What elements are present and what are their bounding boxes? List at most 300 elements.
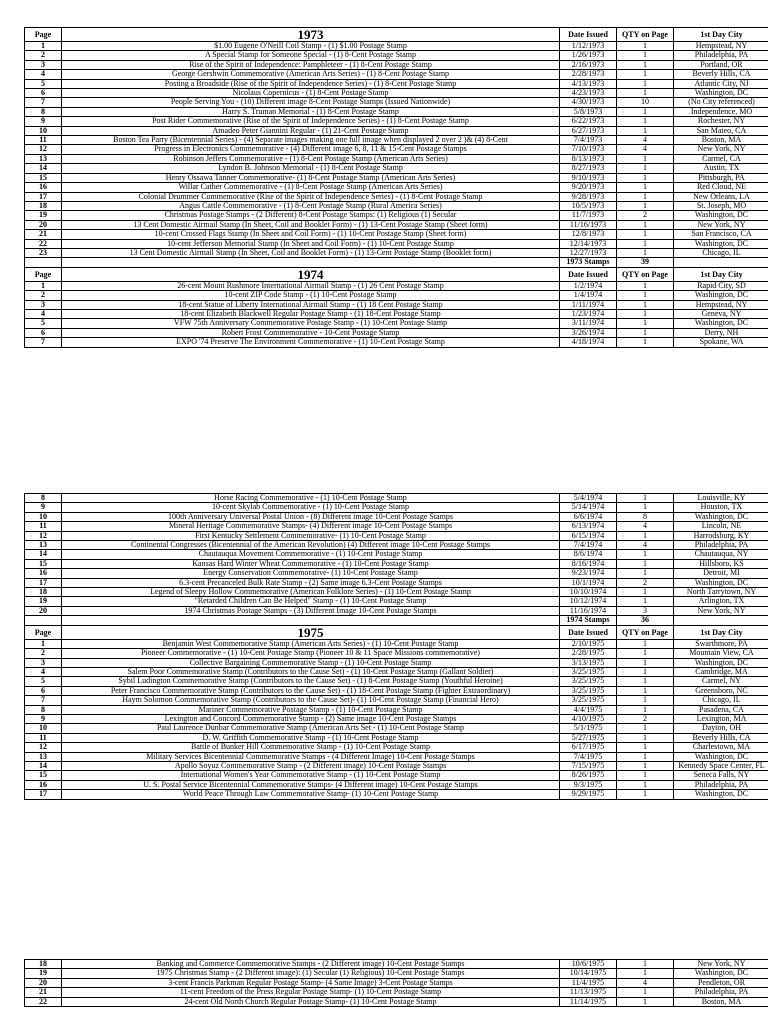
table-row (25, 319, 768, 328)
first-day-city: Washington, DC (674, 790, 768, 799)
page-number: 21 (25, 230, 62, 239)
table-row (25, 291, 768, 300)
table-row (25, 192, 768, 201)
date-issued: 9/3/1975 (560, 780, 617, 789)
total-value: 36 (617, 616, 674, 625)
first-day-city: Swarthmore, PA (674, 639, 768, 648)
date-issued: 11/4/1975 (560, 978, 617, 987)
date-issued: 3/13/1975 (560, 658, 617, 667)
table-row (25, 230, 768, 239)
table-row (25, 183, 768, 192)
date-issued: 3/25/1975 (560, 686, 617, 695)
stamp-description: Progress in Electronics Commemorative - (4) Different image 6, 8, 11 & 15-Cent Postage Stamps (62, 145, 560, 154)
date-issued: 1/2/1974 (560, 281, 617, 290)
stamp-description: Post Rider Commemorative (Rise of the Spirit of Independence Series) - (1) 8-Cent Postage Stamp (62, 117, 560, 126)
page-number: 2 (25, 291, 62, 300)
stamp-description: Continental Congresses (Bicentennial of the American Revolution) (4) Different image 10-Cent Postage Stamps (62, 541, 560, 550)
first-day-city: New York, NY (674, 606, 768, 615)
qty-on-page: 1 (617, 192, 674, 201)
page-number: 16 (25, 183, 62, 192)
first-day-city: New Orleans, LA (674, 192, 768, 201)
page-number: 4 (25, 70, 62, 79)
qty-on-page: 1 (617, 230, 674, 239)
col-header-city: 1st Day City (674, 28, 768, 42)
date-issued: 10/6/1975 (560, 960, 617, 969)
first-day-city: Independence, MO (674, 107, 768, 116)
date-issued: 8/26/1975 (560, 771, 617, 780)
table-row (25, 960, 768, 969)
first-day-city: San Mateo, CA (674, 126, 768, 135)
page-number: 21 (25, 988, 62, 997)
stamp-table-1975-cont (24, 959, 768, 1007)
total-empty-city (674, 616, 768, 625)
date-issued: 11/14/1975 (560, 997, 617, 1006)
table-row (25, 978, 768, 987)
table-row (25, 677, 768, 686)
first-day-city: Charlestown, MA (674, 743, 768, 752)
qty-on-page: 1 (617, 79, 674, 88)
date-issued: 9/23/1974 (560, 569, 617, 578)
first-day-city: Greensboro, NC (674, 686, 768, 695)
first-day-city: Washington, DC (674, 578, 768, 587)
table-block-1 (24, 27, 755, 348)
qty-on-page: 1 (617, 761, 674, 770)
table-row (25, 733, 768, 742)
stamp-description: 26-cent Mount Rushmore International Airmail Stamp - (1) 26 Cent Postage Stamp (62, 281, 560, 290)
first-day-city: Austin, TX (674, 164, 768, 173)
stamp-description: A Special Stamp for Someone Special - (1) 8-Cent Postage Stamp (62, 51, 560, 60)
table-row (25, 79, 768, 88)
stamp-description: Boston Tea Party (Bicentennial Series) - (4) Separate images making one full image when displayed 2 over 2 )& (4) 8-Cent (62, 136, 560, 145)
page-number: 6 (25, 89, 62, 98)
col-header-date: Date Issued (560, 28, 617, 42)
first-day-city: Hempstead, NY (674, 300, 768, 309)
stamp-description: Henry Ossawa Tanner Commemorative- (1) 8-Cent Postage Stamp (American Arts Series) (62, 173, 560, 182)
stamp-description: Amadeo Peter Giannini Regular - (1) 21-Cent Postage Stamp (62, 126, 560, 135)
first-day-city: Dayton, OH (674, 724, 768, 733)
stamp-description: Lexington and Concord Commemorative Stamp - (2) Same image 10-Cent Postage Stamps (62, 714, 560, 723)
stamp-description: Pioneer Commemorative - (1) 10-Cent Postage Stamp (Pioneer 10 & 11 Space Missions commemorative) (62, 649, 560, 658)
date-issued: 11/16/1973 (560, 220, 617, 229)
date-issued: 1/4/1974 (560, 291, 617, 300)
first-day-city: Derry, NH (674, 328, 768, 337)
table-row (25, 752, 768, 761)
page-number: 18 (25, 201, 62, 210)
first-day-city: Hillsboro, KS (674, 559, 768, 568)
qty-on-page: 1 (617, 960, 674, 969)
first-day-city: Washington, DC (674, 291, 768, 300)
date-issued: 10/14/1975 (560, 969, 617, 978)
page-number: 20 (25, 978, 62, 987)
page-number: 13 (25, 154, 62, 163)
table-row (25, 988, 768, 997)
qty-on-page: 1 (617, 677, 674, 686)
stamp-description: Apollo Soyuz Commemorative Stamp - (2 Different image) 10-Cent Postage Stamps (62, 761, 560, 770)
date-issued: 5/27/1975 (560, 733, 617, 742)
page-number: 15 (25, 173, 62, 182)
first-day-city: Pasadena, CA (674, 705, 768, 714)
first-day-city: Rapid City, SD (674, 281, 768, 290)
qty-on-page: 4 (617, 522, 674, 531)
qty-on-page: 1 (617, 559, 674, 568)
first-day-city: Arlington, TX (674, 597, 768, 606)
stamp-description: People Serving You - (10) Different image 8-Cent Postage Stamps (Issued Nationwide) (62, 98, 560, 107)
page-number: 19 (25, 969, 62, 978)
table-row (25, 714, 768, 723)
date-issued: 12/27/1973 (560, 248, 617, 257)
date-issued: 3/25/1975 (560, 696, 617, 705)
qty-on-page: 1 (617, 639, 674, 648)
qty-on-page: 1 (617, 696, 674, 705)
table-row (25, 201, 768, 210)
first-day-city: Kennedy Space Center, FL (674, 761, 768, 770)
page-number: 8 (25, 705, 62, 714)
header-row (25, 28, 768, 42)
stamp-description: Angus Cattle Commemorative - (1) 8-Cent Postage Stamp (Rural America Series) (62, 201, 560, 210)
qty-on-page: 1 (617, 117, 674, 126)
table-row (25, 724, 768, 733)
date-issued: 4/30/1973 (560, 98, 617, 107)
qty-on-page: 1 (617, 107, 674, 116)
total-value: 39 (617, 258, 674, 267)
table-row (25, 89, 768, 98)
date-issued: 5/8/1973 (560, 107, 617, 116)
stamp-description: Lyndon B. Johnson Memorial - (1) 8-Cent Postage Stamp (62, 164, 560, 173)
qty-on-page: 1 (617, 309, 674, 318)
first-day-city: North Tarrytown, NY (674, 588, 768, 597)
stamp-description: Horse Racing Commemorative - (1) 10-Cent Postage Stamp (62, 494, 560, 503)
date-issued: 8/13/1973 (560, 154, 617, 163)
stamp-description: 1974 Christmas Postage Stamps - (3) Different Image 10-Cent Postage Stamps (62, 606, 560, 615)
page-number: 14 (25, 761, 62, 770)
first-day-city: Washington, DC (674, 89, 768, 98)
qty-on-page: 1 (617, 503, 674, 512)
first-day-city: Philadelphia, PA (674, 988, 768, 997)
date-issued: 10/5/1973 (560, 201, 617, 210)
table-row (25, 328, 768, 337)
first-day-city: Washington, DC (674, 512, 768, 521)
page-number: 6 (25, 328, 62, 337)
first-day-city: Philadelphia, PA (674, 780, 768, 789)
header-row (25, 625, 768, 639)
date-issued: 2/10/1975 (560, 639, 617, 648)
table-row (25, 639, 768, 648)
page-number: 13 (25, 541, 62, 550)
stamp-description: 18-cent Elizabeth Blackwell Regular Postage Stamp - (1) 18-Cent Postage Stamp (62, 309, 560, 318)
qty-on-page: 1 (617, 550, 674, 559)
stamp-description: 13 Cent Domestic Airmail Stamp (In Sheet, Coil and Booklet Form) - (1) 13-Cent Postage Stamp (Sheet form) (62, 220, 560, 229)
table-row (25, 60, 768, 69)
date-issued: 6/15/1974 (560, 531, 617, 540)
date-issued: 9/28/1973 (560, 192, 617, 201)
table-row (25, 70, 768, 79)
stamp-table-1973 (24, 27, 768, 348)
table-row (25, 588, 768, 597)
col-header-date: Date Issued (560, 625, 617, 639)
table-row (25, 997, 768, 1006)
qty-on-page: 1 (617, 667, 674, 676)
stamp-description: Robinson Jeffers Commemorative - (1) 8-Cent Postage Stamp (American Arts Series) (62, 154, 560, 163)
first-day-city: Lincoln, NE (674, 522, 768, 531)
page-number: 16 (25, 569, 62, 578)
page-number: 17 (25, 192, 62, 201)
table-row (25, 281, 768, 290)
table-row (25, 136, 768, 145)
stamp-description: 11-cent Freedom of the Press Regular Postage Stamp- (1) 10-Cent Postage Stamp (62, 988, 560, 997)
table-row (25, 173, 768, 182)
first-day-city: Washington, DC (674, 658, 768, 667)
qty-on-page: 3 (617, 606, 674, 615)
page-number: 5 (25, 677, 62, 686)
first-day-city: Beverly Hills, CA (674, 70, 768, 79)
stamp-description: EXPO '74 Preserve The Environment Commemorative - (1) 10-Cent Postage Stamp (62, 338, 560, 347)
page-number: 10 (25, 126, 62, 135)
qty-on-page: 2 (617, 714, 674, 723)
stamp-description: Military Services Bicentennial Commemorative Stamps - (4 Different Image) 10-Cent Postage Stamps (62, 752, 560, 761)
qty-on-page: 1 (617, 248, 674, 257)
stamp-description: Banking and Commerce Commemorative Stamps - (2 Different image) 10-Cent Postage Stamps (62, 960, 560, 969)
page-number: 22 (25, 997, 62, 1006)
stamp-description: 24-cent Old North Church Regular Postage Stamp- (1) 10-Cent Postage Stamp (62, 997, 560, 1006)
col-header-qty: QTY on Page (617, 267, 674, 281)
table-row (25, 503, 768, 512)
date-issued: 8/27/1973 (560, 164, 617, 173)
first-day-city: Washington, DC (674, 752, 768, 761)
table-row (25, 51, 768, 60)
table-row (25, 248, 768, 257)
first-day-city: San Francisco, CA (674, 230, 768, 239)
qty-on-page: 1 (617, 239, 674, 248)
stamp-description: Harry S. Truman Memorial - (1) 8-Cent Postage Stamp (62, 107, 560, 116)
page-number: 15 (25, 559, 62, 568)
table-block-2 (24, 493, 765, 800)
table-row (25, 309, 768, 318)
qty-on-page: 1 (617, 291, 674, 300)
qty-on-page: 10 (617, 98, 674, 107)
stamp-description: Posting a Broadside (Rise of the Spirit of Independence Series) - (1) 8-Cent Postage Stamp (62, 79, 560, 88)
table-row (25, 578, 768, 587)
page-number: 7 (25, 98, 62, 107)
page-number: 18 (25, 960, 62, 969)
table-row (25, 969, 768, 978)
date-issued: 6/17/1975 (560, 743, 617, 752)
page-number: 20 (25, 606, 62, 615)
table-row (25, 522, 768, 531)
stamp-description: 100th Anniversary Universal Postal Union - (8) Different image 10-Cent Postage Stamps (62, 512, 560, 521)
stamp-description: U. S. Postal Service Bicentennial Commemorative Stamps- (4 Different image) 10-Cent Postage Stamps (62, 780, 560, 789)
first-day-city: Cambridge, MA (674, 667, 768, 676)
date-issued: 9/20/1973 (560, 183, 617, 192)
page-number: 8 (25, 494, 62, 503)
first-day-city: Houston, TX (674, 503, 768, 512)
stamp-description: Rise of the Spirit of Independence: Pamphleteer - (1) 8-Cent Postage Stamp (62, 60, 560, 69)
date-issued: 2/28/1975 (560, 649, 617, 658)
page-number: 10 (25, 724, 62, 733)
table-row (25, 606, 768, 615)
table-row (25, 790, 768, 799)
year-heading: 1975 (62, 625, 560, 639)
table-row (25, 300, 768, 309)
page-number: 16 (25, 780, 62, 789)
table-row (25, 107, 768, 116)
stamp-description: Mariner Commemorative Postage Stamp - (1) 10-Cent Postage Stamp (62, 705, 560, 714)
qty-on-page: 1 (617, 126, 674, 135)
date-issued: 6/13/1974 (560, 522, 617, 531)
stamp-table-1974-1975 (24, 493, 768, 800)
qty-on-page: 1 (617, 658, 674, 667)
page-number: 2 (25, 649, 62, 658)
date-issued: 2/28/1973 (560, 70, 617, 79)
qty-on-page: 1 (617, 686, 674, 695)
qty-on-page: 8 (617, 512, 674, 521)
table-row (25, 154, 768, 163)
qty-on-page: 1 (617, 733, 674, 742)
stamp-description: VFW 75th Anniversary Commemorative Postage Stamp - (1) 10-Cent Postage Stamp (62, 319, 560, 328)
total-empty-page (25, 258, 62, 267)
first-day-city: Chicago, IL (674, 696, 768, 705)
stamp-description: $1.00 Eugene O'Neill Coil Stamp - (1) $1.00 Postage Stamp (62, 42, 560, 51)
table-row (25, 559, 768, 568)
date-issued: 3/25/1975 (560, 677, 617, 686)
total-empty-desc (62, 258, 560, 267)
first-day-city: Louisville, KY (674, 494, 768, 503)
date-issued: 7/4/1975 (560, 752, 617, 761)
date-issued: 8/6/1974 (560, 550, 617, 559)
first-day-city: Detroit, MI (674, 569, 768, 578)
first-day-city: Seneca Falls, NY (674, 771, 768, 780)
date-issued: 9/10/1973 (560, 173, 617, 182)
page-number: 5 (25, 79, 62, 88)
total-label: 1974 Stamps (560, 616, 617, 625)
page-number: 9 (25, 503, 62, 512)
page-number: 3 (25, 658, 62, 667)
col-header-page: Page (25, 267, 62, 281)
date-issued: 8/16/1974 (560, 559, 617, 568)
stamp-description: Salem Poor Commemorative Stamp (Contributors to the Cause Set) - (1) 10-Cent Postage Stamp (Gallant Soldier) (62, 667, 560, 676)
table-row (25, 239, 768, 248)
year-heading: 1973 (62, 28, 560, 42)
page-number: 18 (25, 588, 62, 597)
qty-on-page: 1 (617, 771, 674, 780)
qty-on-page: 1 (617, 319, 674, 328)
page-number: 15 (25, 771, 62, 780)
date-issued: 3/25/1975 (560, 667, 617, 676)
qty-on-page: 1 (617, 70, 674, 79)
stamp-description: 18-cent Statue of Liberty International Airmail Stamp - (1) 18 Cent Postage Stamp (62, 300, 560, 309)
table-row (25, 550, 768, 559)
page-number: 6 (25, 686, 62, 695)
year-heading: 1974 (62, 267, 560, 281)
date-issued: 10/12/1974 (560, 597, 617, 606)
first-day-city: Pendleton, OR (674, 978, 768, 987)
table-row (25, 494, 768, 503)
page-number: 11 (25, 733, 62, 742)
page-number: 1 (25, 42, 62, 51)
date-issued: 1/11/1974 (560, 300, 617, 309)
page-number: 12 (25, 531, 62, 540)
qty-on-page: 1 (617, 183, 674, 192)
qty-on-page: 1 (617, 531, 674, 540)
qty-on-page: 1 (617, 649, 674, 658)
stamp-description: Colonial Drummer Commemorative (Rise of the Spirit of Independence Series) - (1) 8-Cent Postage Stamp (62, 192, 560, 201)
table-row (25, 667, 768, 676)
stamp-description: Mineral Heritage Commemorative Stamps- (4) Different image 10-Cent Postage Stamps (62, 522, 560, 531)
table-row (25, 686, 768, 695)
qty-on-page: 1 (617, 328, 674, 337)
stamp-description: 6.3-cent Precanceled Bulk Rate Stamp - (2) Same image 6.3-Cent Postage Stamps (62, 578, 560, 587)
first-day-city: Boston, MA (674, 997, 768, 1006)
stamp-description: Legend of Sleepy Hollow Commemorative (American Folklore Series) - (1) 10-Cent Postage Stamp (62, 588, 560, 597)
stamp-description: 1975 Christmas Stamp - (2 Different image): (1) Secular (1) Religious) 10-Cent Postage Stamps (62, 969, 560, 978)
page-number: 19 (25, 211, 62, 220)
qty-on-page: 4 (617, 145, 674, 154)
page-number: 9 (25, 714, 62, 723)
date-issued: 4/23/1973 (560, 89, 617, 98)
first-day-city: Atlantic City, NJ (674, 79, 768, 88)
page-number: 13 (25, 752, 62, 761)
page-number: 10 (25, 512, 62, 521)
table-row (25, 164, 768, 173)
first-day-city: Beverly Hills, CA (674, 733, 768, 742)
date-issued: 12/8/1973 (560, 230, 617, 239)
stamp-description: 10-cent ZIP Code Stamp - (1) 10-Cent Postage Stamp (62, 291, 560, 300)
qty-on-page: 1 (617, 42, 674, 51)
qty-on-page: 1 (617, 724, 674, 733)
table-row (25, 658, 768, 667)
date-issued: 10/1/1974 (560, 578, 617, 587)
stamp-description: Willar Cather Commemorative - (1) 8-Cent Postage Stamp (American Arts Series) (62, 183, 560, 192)
qty-on-page: 1 (617, 569, 674, 578)
table-row (25, 42, 768, 51)
page-number: 8 (25, 107, 62, 116)
qty-on-page: 1 (617, 790, 674, 799)
table-row (25, 211, 768, 220)
first-day-city: Lexington, MA (674, 714, 768, 723)
date-issued: 6/22/1973 (560, 117, 617, 126)
qty-on-page: 1 (617, 89, 674, 98)
date-issued: 4/10/1975 (560, 714, 617, 723)
stamp-description: 10-cent Crossed Flags Stamp (In Sheet and Coil Form) - (1) 10-Cent Postage Stamp (Sheet form) (62, 230, 560, 239)
table-row (25, 531, 768, 540)
first-day-city: Mountain View, CA (674, 649, 768, 658)
first-day-city: (No City referenced) (674, 98, 768, 107)
qty-on-page: 1 (617, 494, 674, 503)
col-header-qty: QTY on Page (617, 28, 674, 42)
qty-on-page: 1 (617, 173, 674, 182)
stamp-description: 3-cent Francis Parkman Regular Postage Stamp- (4 Same Image) 3-Cent Postage Stamps (62, 978, 560, 987)
first-day-city: Washington, DC (674, 319, 768, 328)
first-day-city: Geneva, NY (674, 309, 768, 318)
qty-on-page: 1 (617, 220, 674, 229)
first-day-city: Rochester, NY (674, 117, 768, 126)
qty-on-page: 1 (617, 281, 674, 290)
date-issued: 7/4/1973 (560, 136, 617, 145)
total-empty-page (25, 616, 62, 625)
table-row (25, 117, 768, 126)
qty-on-page: 1 (617, 743, 674, 752)
date-issued: 7/4/1974 (560, 541, 617, 550)
page-number: 17 (25, 578, 62, 587)
stamp-description: Energy Conservation Commemorative- (1) 10-Cent Postage Stamp (62, 569, 560, 578)
page-number: 20 (25, 220, 62, 229)
page-number: 2 (25, 51, 62, 60)
first-day-city: Pittsburgh, PA (674, 173, 768, 182)
table-row (25, 145, 768, 154)
qty-on-page: 1 (617, 154, 674, 163)
page-number: 1 (25, 281, 62, 290)
page-number: 22 (25, 239, 62, 248)
date-issued: 11/13/1975 (560, 988, 617, 997)
